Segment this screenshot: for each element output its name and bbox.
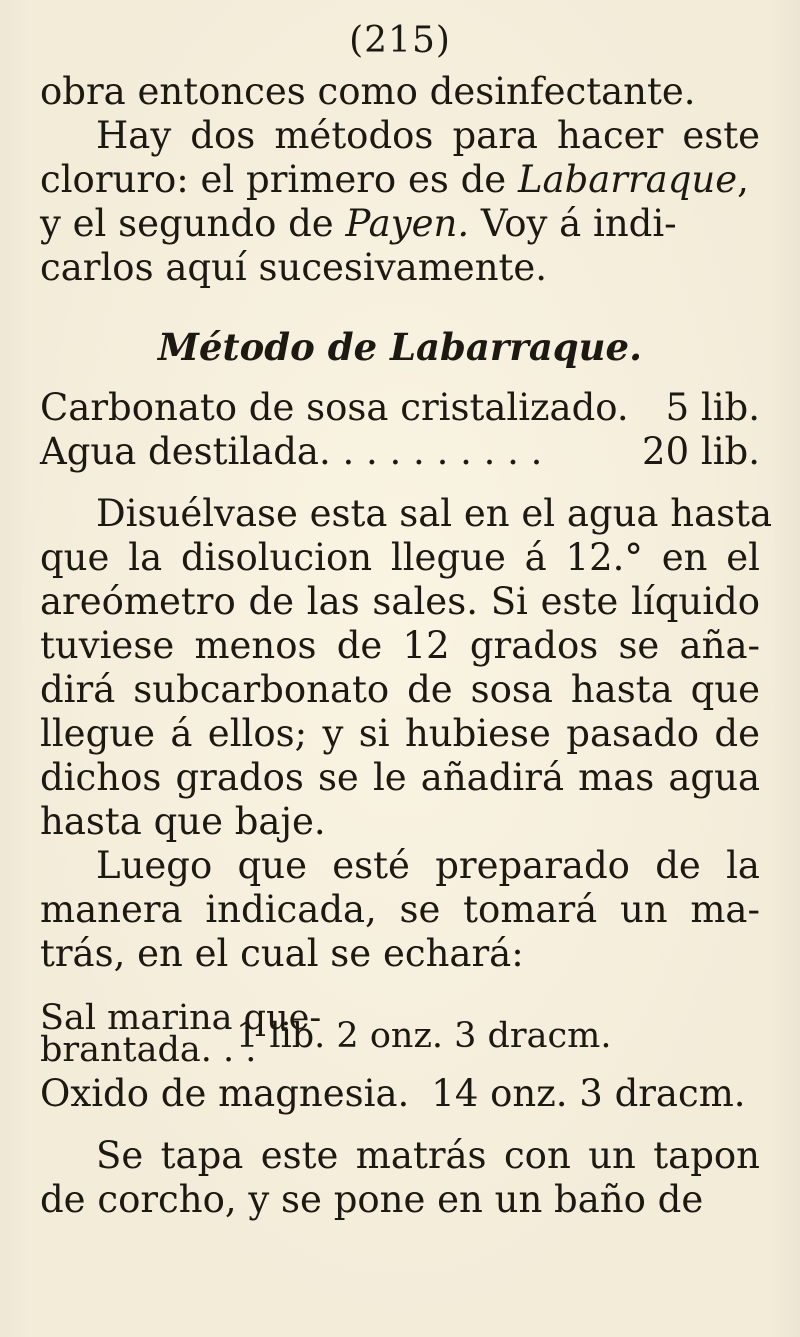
ingredient-quantity: 20 lib.: [642, 430, 760, 473]
text-line: tuviese menos de 12 grados se aña-: [40, 624, 760, 667]
text-line: hasta que baje.: [40, 800, 326, 843]
text-line: Luego que esté preparado de la: [96, 844, 760, 887]
ingredient-quantity: 14 onz. 3 dracm.: [431, 1072, 746, 1115]
ingredient-quantity: 1 lib. 2 onz. 3 dracm.: [236, 1016, 612, 1056]
text-line: llegue á ellos; y si hubiese pasado de: [40, 712, 760, 755]
text-line: obra entonces como desinfectante.: [40, 70, 696, 113]
text-line: Disuélvase esta sal en el agua hasta: [96, 492, 773, 535]
text-line: Hay dos métodos para hacer este: [96, 114, 760, 157]
text-line: Se tapa este matrás con un tapon: [96, 1134, 760, 1177]
text-line: y el segundo de Payen. Voy á indi-: [40, 202, 677, 245]
ingredient-name: brantada. . .: [40, 1030, 257, 1070]
ingredient-name: Carbonato de sosa cristalizado.: [40, 386, 629, 429]
ingredient-name: Agua destilada. . . . . . . . . .: [40, 430, 543, 473]
ingredient-name: Sal marina que-: [40, 998, 322, 1038]
ingredient-quantity: 5 lib.: [665, 386, 760, 429]
text-line: de corcho, y se pone en un baño de: [40, 1178, 704, 1221]
author-name: Labarraque: [517, 158, 738, 201]
text-line: areómetro de las sales. Si este líquido: [40, 580, 760, 623]
text-line: trás, en el cual se echará:: [40, 932, 524, 975]
ingredient-name: Oxido de magnesia.: [40, 1072, 410, 1115]
recipe-row: [40, 386, 760, 430]
text-line: carlos aquí sucesivamente.: [40, 246, 548, 289]
author-name: Payen.: [345, 202, 470, 245]
text-line: que la disolucion llegue á 12.° en el: [40, 536, 760, 579]
text-line: cloruro: el primero es de Labarraque,: [40, 158, 749, 201]
recipe-row: [40, 1072, 760, 1116]
recipe-row: [40, 430, 760, 474]
text-line: dirá subcarbonato de sosa hasta que: [40, 668, 760, 711]
text-line: manera indicada, se tomará un ma-: [40, 888, 760, 931]
text-line: dichos grados se le añadirá mas agua: [40, 756, 760, 799]
page-number: (215): [349, 20, 451, 61]
section-heading: Método de Labarraque.: [158, 325, 642, 369]
